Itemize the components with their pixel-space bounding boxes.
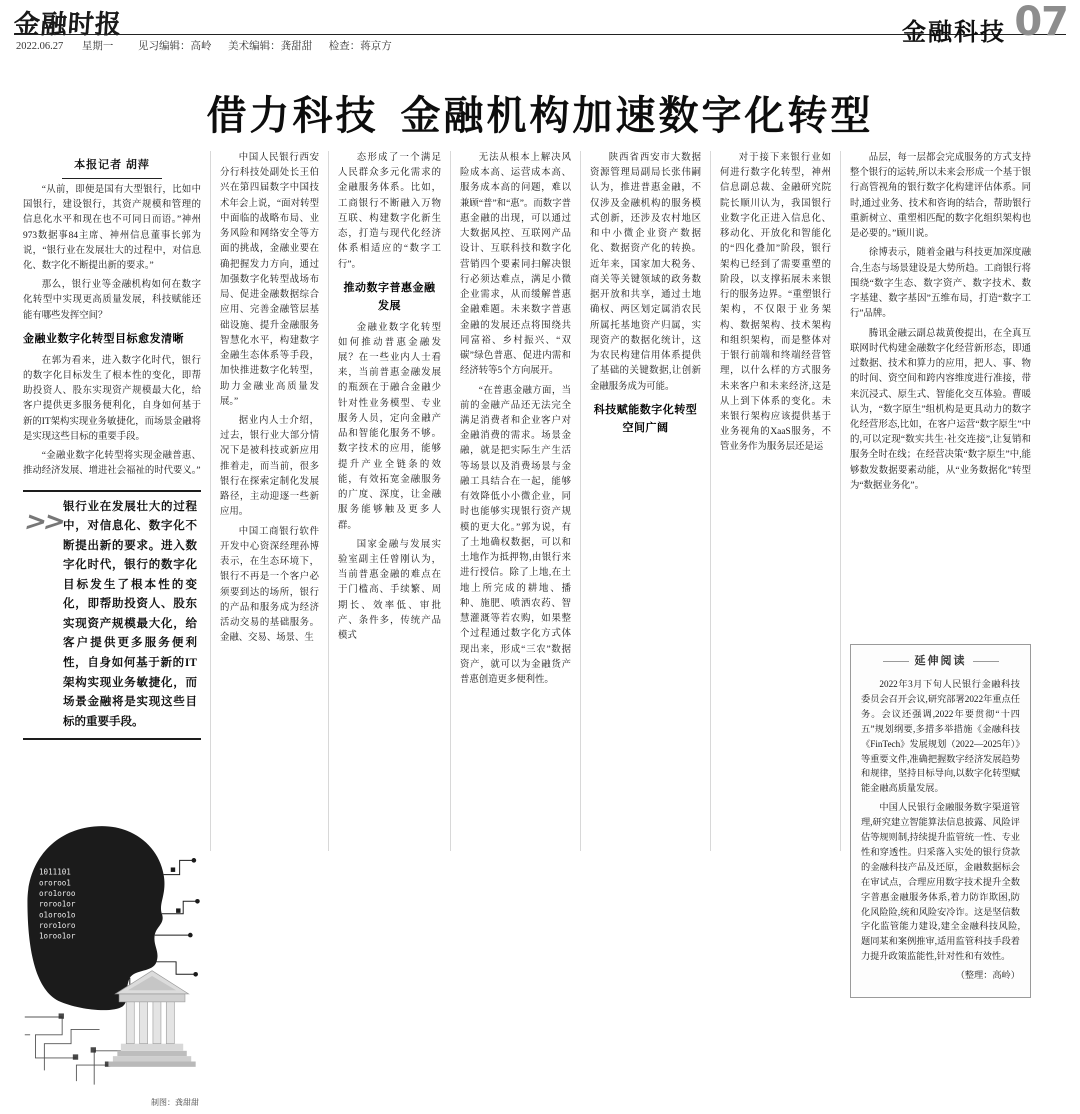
svg-text:o1oroo1o: o1oroo1o: [39, 910, 76, 920]
paragraph: 无法从根本上解决风险成本高、运营成本高、服务成本高的问题，难以兼顾“普”和“惠”。而数字普惠金融的出现，可以通过大数据风控、互联网产品设计、互联科技和数字化营销四个要素同扫解决银行必须达难点，满足小微企业需求，从而缓解普惠金融难题。未来数字普惠金融的发展还点将围绕共同富裕、乡村振兴、“双碳”绿色普惠、促进内需和经济转等5个方向展开。: [460, 153, 571, 377]
column-6: [710, 151, 840, 851]
column-7: [840, 151, 1040, 981]
paragraph: 中国工商银行软件开发中心资深经理孙博表示，在生态环境下，银行不再是一个客户必须要到达的场所，银行的产品和服务成为经济活动交易的基础服务。金融、交易、场景、生: [220, 526, 319, 644]
column-2: [210, 151, 328, 851]
svg-text:roroo1or: roroo1or: [39, 899, 76, 909]
headline-part-2: 金融机构加速数字化转型: [400, 92, 874, 139]
paragraph: 在郭为看来，进入数字化时代，银行的数字化目标发生了根本性的变化，即帮助投资人、股东实现资产规模最大化，给客户提供更多服务便利化，自身如何基于新的IT架构实现业务敏捷化，而场景金融将是实现这些目标的重要手段。: [23, 355, 201, 442]
paragraph: 那么，银行业等金融机构如何在数字化转型中实现更高质量发展，科技赋能还能有哪些发挥空间？: [23, 280, 201, 321]
paragraph: “从前，即便是国有大型银行，比如中国银行，建设银行，其资产规模和管理的信息化水平和现在也不可同日而语。”神州973数据事84主席、神州信息董事长郭为说，“银行业在发展壮大的过程中，对信息化、数字化不断提出新的要求。”: [23, 184, 201, 271]
column-4: [450, 151, 580, 851]
article-headline: [0, 84, 1080, 141]
headline-block: [0, 84, 1080, 141]
column-3: [328, 151, 450, 851]
editorial-credits: [138, 41, 406, 52]
paragraph: 腾讯金融云副总裁黄俊提出，在全真互联网时代构建金融数字化经营新形态，即通过数据、技术和算力的应用，把人、事、物的时间、资空间和跨内容维度进行准接，带来沉浸式、原生式、智能化交互体验。曹暖认为，“数字原生”组机构是更具动力的数字化经营形态,比如，在客户运营“数字原生”中的,可以定现“数实共生·社交连接”,让复销和服务全时在线；在经营决策“数字原生”中,能够数发数据要素动能，从“业务数据化”转型为“数据业务化”。: [850, 328, 1031, 491]
quote-marks-icon: >>: [21, 506, 66, 537]
paragraph: 据业内人士介绍，过去，银行业大部分情况下是被科技或新应用推着走，而当前，很多银行在探索定制化发展路径，主动迎逐一些新应用。: [220, 415, 319, 518]
column-5: [580, 151, 710, 851]
paragraph: “金融业数字化转型将实现金融普惠、推动经济发展、增进社会福祉的时代要义。”: [23, 451, 201, 477]
subheading: 金融业数字化转型目标愈发清晰: [23, 332, 184, 345]
illustration-graphic: [23, 748, 201, 1108]
sidebar-signoff: （整理：高岭）: [955, 970, 1020, 981]
publication-weekday: 星期一: [81, 41, 114, 52]
paragraph: 中国人民银行西安分行科技处副处长王伯兴在第四届数字中国技术年会上说，“面对转型中面临的战略布局、业务风险和网络安全等方面的挑战，金融业要在确把握发力方向，通过加强数字化转型战场布局、促进金融数据综合应用、完善金融管层基础设施、提升金融服务智慧化水平，构建数字金融生态体系等手段，加快推进数字化转型，助力金融业高质量发展。”: [220, 153, 319, 407]
subheading: 推动数字普惠金融发展: [343, 281, 436, 312]
page-number: 07: [1014, 0, 1068, 45]
publication-logo: 金融时报: [13, 4, 124, 41]
section-title: 金融科技: [902, 17, 1006, 46]
masthead-meta: [16, 38, 406, 53]
paragraph: 徐博表示，随着金融与科技更加深度融合,生态与场景建设是大势所趋。工商银行将围绕“数字生态、数字资产、数字技术、数字基建、数字基因”五维布局，打造“数字工行”品牌。: [850, 248, 1031, 320]
headline-part-1: 借力科技: [206, 92, 379, 139]
svg-text:roro1oro: roro1oro: [39, 921, 76, 931]
sidebar-title-text: 延伸阅读: [914, 655, 967, 668]
paragraph: 2022年3月下旬人民银行金融科技委员会召开会议,研究部署2022年重点任务。会议还强调,2022年要贯彻“十四五”规划纲要,多措多举措施《金融科技《FinTech》发展规划（2022—2025年）》等重要文件,准确把握数字经济发展趋势和规律，坚持目标导向,以数字化转型赋能金融高质量发展。: [861, 678, 1020, 794]
illustration-credit: 制图：龚甜甜: [151, 1098, 199, 1108]
paragraph: 态形成了一个满足人民群众多元化需求的金融服务体系。比如，工商银行不断融入万物互联、构建数字化新生态，打造与现代化经济体系相适应的“数字工行”。: [338, 153, 441, 270]
publication-date: 2022.06.27: [16, 41, 64, 52]
paragraph: 金融业数字化转型如何推动普惠金融发展？在一些业内人士看来，当前普惠金融发展的瓶颈在于融合金融少针对性业务模型、专业服务人员，定向金融产品和智能化服务不够。数字技术的应用，能够提升产业全链条的效能，有效拓宽金融服务的广度、深度，让金融服务能够触及更多人群。: [338, 322, 441, 531]
paragraph: 中国人民银行金融服务数字渠道管理,研究建立智能算法信息披露、风险评估等规则制,持续提升监管统一性、专业性和穿透性。归采落入实处的银行贷款的金融科技产品及还原，金融数据标会在审试点，合理应用数字技术提升全数字普惠金融服务体系,着力防诈欺困,防化风险险,统和风险安冷诈。这是坚信数字化监管能力建设,建全金融科技风险,题同某和案例推审,适用监管科技手段着力提升政策监能性,针对性和有效性。: [861, 802, 1020, 962]
sidebar-related-reading: [850, 644, 1031, 998]
illustration: [23, 748, 201, 1108]
credit-checker: 检查：蒋京方: [328, 41, 392, 52]
subheading: 科技赋能数字化转型空间广阔: [593, 403, 698, 434]
credit-editor: 见习编辑：高岭: [138, 41, 212, 52]
svg-text:1oroo1or: 1oroo1or: [39, 931, 76, 941]
masthead: [0, 0, 1080, 58]
paragraph: “在普惠金融方面，当前的金融产品还无法完全满足消费者和企业客户对金融消费的需求。场景金融，就是把实际生产生活等场景以及消费场景与金融工具结合在一起，能够有效降低小小微企业，同时也能够实现银行资产规模的更大化。”郭为说，有了土地确权数据，可以和土地作为抵押物,由银行来进行授信。除了上地,在土地上所完成的耕地、播种、施肥、喷洒农药、智慧灌溉等若农购，如果整个过程通过数字化方式体现出来，形成“三农”数据资产，就可以为金融货产普惠创造更多便利性。: [460, 385, 571, 685]
credit-art-editor: 美术编辑：龚甜甜: [228, 41, 313, 52]
paragraph: 品层，每一层都会完成服务的方式支持整个银行的运转,所以未来会形成一个基于银行高管视角的银行数字化构建评估体系。同时,通过业务、技术和咨询的结合，帮助银行重新树立、重塑相匹配的数字化组织架构也是必要的。”顾川说。: [850, 153, 1031, 240]
pull-quote-text: 银行业在发展壮大的过程中，对信息化、数字化不断提出新的要求。进入数字化时代，银行的数字化目标发生了根本性的变化，即帮助投资人、股东实现资产规模最大化，给客户提供更多服务便利性，自身如何基于新的IT架构实现业务敏捷化，而场景金融将是实现这些目标的重要手段。: [63, 500, 197, 728]
ornament-left-icon: [883, 661, 909, 662]
ornament-right-icon: [973, 661, 999, 662]
sidebar-title: [861, 653, 1020, 671]
paragraph: 陕西省西安市大数据资源管理局副局长张伟嗣认为，推进普惠金融，不仅涉及金融机构的服务模式创新，还涉及农村地区和中小微企业资产数据化、数据资产化的转换。近年来，国家加大税务、商关等关键领域的政务数据开放和共享，通过土地确权、两区划定属消农民所属托基地资产归属，实现资产的数据化统计，这为农民构建信用体系提供了基础的关键数据,让创新金融服务成为可能。: [590, 153, 701, 392]
paragraph: 对于接下来银行业如何进行数字化转型，神州信息副总裁、金融研究院院长顺川认为，我国银行业数字化正进入信息化、移动化、开放化和智能化的“四化叠加”阶段，银行架构已经到了需要重塑的阶段，以支撑拓展未来银行的服务边界。“重塑银行架构，不仅限于业务架构、数据架构、技术架构和组织架构，而是整体对于银行前端和终端经营管理，以什么样的方式服务未来客户和未来经济,这是从上到下体系的变化。未来银行架构应该提供基于业务视角的XaaS服务，不管业务作为服务层还是运: [720, 153, 831, 453]
column-1: [14, 151, 210, 1108]
article-body: [0, 151, 1080, 1108]
svg-text:oro1oroo: oro1oroo: [39, 889, 76, 899]
byline: 本报记者 胡萍: [23, 157, 201, 179]
svg-text:1011101: 1011101: [39, 867, 71, 877]
paragraph: 国家金融与发展实验室副主任曾刚认为，当前普惠金融的难点在于门槛高、手续繁、周期长、效率低、审批产、条件多，传统产品模式: [338, 539, 441, 642]
svg-text:ororoo1: ororoo1: [39, 878, 71, 888]
pull-quote: [23, 490, 201, 741]
